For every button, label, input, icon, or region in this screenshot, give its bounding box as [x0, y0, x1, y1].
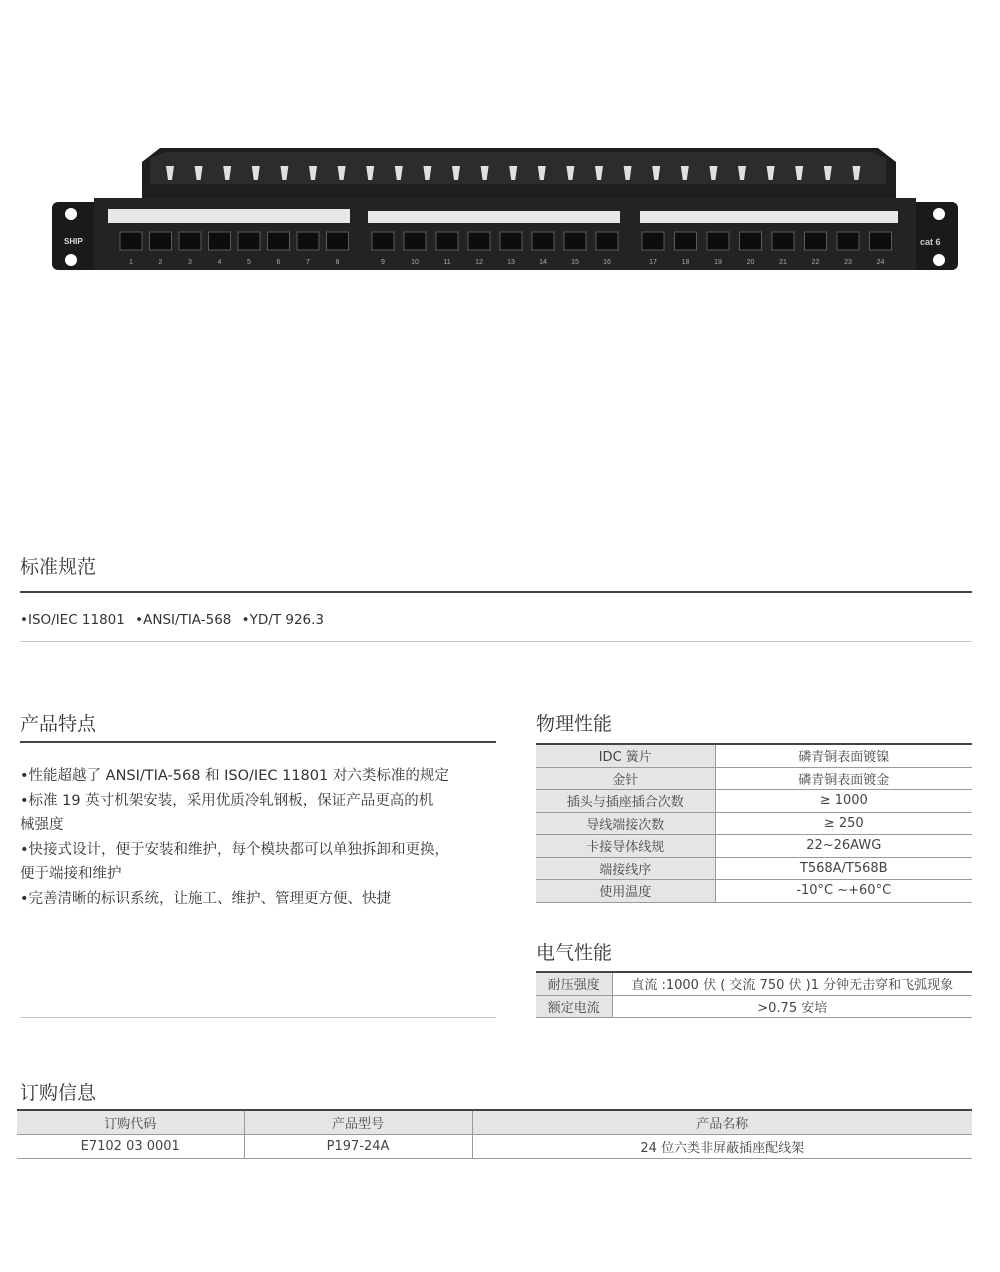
- property-value: 22~26AWG: [715, 835, 972, 858]
- property-value: ≥ 250: [715, 812, 972, 835]
- rj45-port: [837, 232, 859, 250]
- property-key: 额定电流: [536, 995, 612, 1018]
- standard-item: •YD/T 926.3: [241, 612, 325, 628]
- order-code: E7102 03 0001: [17, 1135, 244, 1159]
- property-value: 磷青铜表面镀金: [715, 767, 972, 790]
- feature-line: 便于端接和维护: [20, 866, 122, 882]
- rj45-port: [150, 232, 172, 250]
- standard-item: •ANSI/TIA-568: [135, 612, 232, 628]
- rj45-port: [372, 232, 394, 250]
- column-header: 产品名称: [472, 1110, 972, 1135]
- property-key: IDC 簧片: [536, 744, 715, 767]
- rj45-port: [707, 232, 729, 250]
- property-value: 直流 :1000 伏 ( 交流 750 伏 )1 分钟无击穿和飞弧现象: [612, 972, 972, 995]
- rj45-port: [740, 232, 762, 250]
- features-bottom-rule: [20, 1017, 496, 1018]
- property-key: 导线端接次数: [536, 812, 715, 835]
- physical-table: [536, 743, 972, 903]
- table-row: [536, 972, 972, 995]
- rj45-port: [297, 232, 319, 250]
- standards-bottom-rule: [20, 641, 972, 642]
- standards-list: [20, 612, 330, 628]
- ordering-table: [17, 1109, 972, 1159]
- column-header: 订购代码: [17, 1110, 244, 1135]
- table-row: [536, 835, 972, 858]
- port-number: 5: [247, 259, 251, 266]
- port-number: 18: [681, 259, 690, 266]
- physical-title: 物理性能: [536, 713, 613, 735]
- electrical-table: [536, 971, 972, 1018]
- feature-line: •完善清晰的标识系统，让施工、维护、管理更方便、快捷: [20, 890, 392, 907]
- port-number: 22: [811, 259, 820, 266]
- property-value: ≥ 1000: [715, 790, 972, 813]
- port-number: 24: [876, 259, 885, 266]
- feature-line: •性能超越了 ANSI/TIA-568 和 ISO/IEC 11801 对六类标准的规定: [20, 768, 449, 784]
- rj45-port: [238, 232, 260, 250]
- port-number: 23: [844, 259, 852, 266]
- rj45-port: [805, 232, 827, 250]
- electrical-title: 电气性能: [536, 942, 613, 964]
- rj45-port: [436, 232, 458, 250]
- port-number: 1: [129, 259, 133, 266]
- rj45-port: [179, 232, 201, 250]
- brand-logo: SHIP: [64, 237, 83, 246]
- rj45-port: [209, 232, 231, 250]
- rj45-port: [500, 232, 522, 250]
- property-key: 金针: [536, 767, 715, 790]
- port-number: 12: [475, 259, 483, 266]
- rj45-port: [404, 232, 426, 250]
- port-number: 21: [779, 259, 787, 266]
- rj45-port: [468, 232, 490, 250]
- table-row: [536, 767, 972, 790]
- port-number: 9: [381, 259, 385, 266]
- port-number: 13: [507, 259, 515, 266]
- model-number: P197-24A: [244, 1135, 472, 1159]
- table-row: [536, 857, 972, 880]
- table-row: [536, 790, 972, 813]
- rj45-port: [268, 232, 290, 250]
- port-number: 3: [188, 259, 192, 266]
- port-number: 16: [603, 259, 611, 266]
- port-number: 17: [649, 259, 657, 266]
- table-header-row: [17, 1110, 972, 1135]
- property-value: T568A/T568B: [715, 857, 972, 880]
- standards-rule: [20, 591, 972, 593]
- features-list: [20, 764, 500, 911]
- port-number: 6: [276, 259, 281, 266]
- features-rule: [20, 741, 496, 743]
- column-header: 产品型号: [244, 1110, 472, 1135]
- port-number: 20: [746, 259, 755, 266]
- property-key: 使用温度: [536, 880, 715, 903]
- features-title: 产品特点: [20, 713, 97, 735]
- port-number: 10: [411, 259, 419, 266]
- table-row: [536, 880, 972, 903]
- patch-panel-image: [50, 140, 960, 275]
- port-number: 15: [571, 259, 579, 266]
- standards-title: 标准规范: [20, 556, 97, 578]
- rj45-port: [564, 232, 586, 250]
- table-row: [536, 744, 972, 767]
- rj45-port: [596, 232, 618, 250]
- rj45-port: [675, 232, 697, 250]
- category-label: cat 6: [920, 237, 941, 247]
- rj45-port: [870, 232, 892, 250]
- property-value: 磷青铜表面镀镍: [715, 744, 972, 767]
- product-name: 24 位六类非屏蔽插座配线架: [472, 1135, 972, 1159]
- port-number: 7: [306, 259, 310, 266]
- property-value: -10°C ~+60°C: [715, 880, 972, 903]
- standard-item: •ISO/IEC 11801: [20, 612, 125, 628]
- port-number: 14: [539, 259, 547, 266]
- feature-line: 械强度: [20, 817, 64, 833]
- feature-line: •快接式设计，便于安装和维护，每个模块都可以单独拆卸和更换，: [20, 841, 450, 858]
- property-key: 端接线序: [536, 857, 715, 880]
- property-key: 插头与插座插合次数: [536, 790, 715, 813]
- rj45-port: [327, 232, 349, 250]
- table-row: [536, 812, 972, 835]
- property-value: >0.75 安培: [612, 995, 972, 1018]
- rj45-port: [532, 232, 554, 250]
- table-row: [536, 995, 972, 1018]
- rj45-port: [642, 232, 664, 250]
- feature-line: •标准 19 英寸机架安装，采用优质冷轧钢板，保证产品更高的机: [20, 792, 434, 809]
- port-number: 19: [714, 259, 722, 266]
- port-number: 8: [335, 259, 340, 266]
- property-key: 耐压强度: [536, 972, 612, 995]
- port-number: 11: [443, 259, 451, 266]
- rj45-port: [120, 232, 142, 250]
- property-key: 卡接导体线规: [536, 835, 715, 858]
- ordering-title: 订购信息: [20, 1082, 97, 1104]
- table-row: [17, 1135, 972, 1159]
- port-number: 2: [158, 259, 163, 266]
- rj45-port: [772, 232, 794, 250]
- port-number: 4: [217, 259, 222, 266]
